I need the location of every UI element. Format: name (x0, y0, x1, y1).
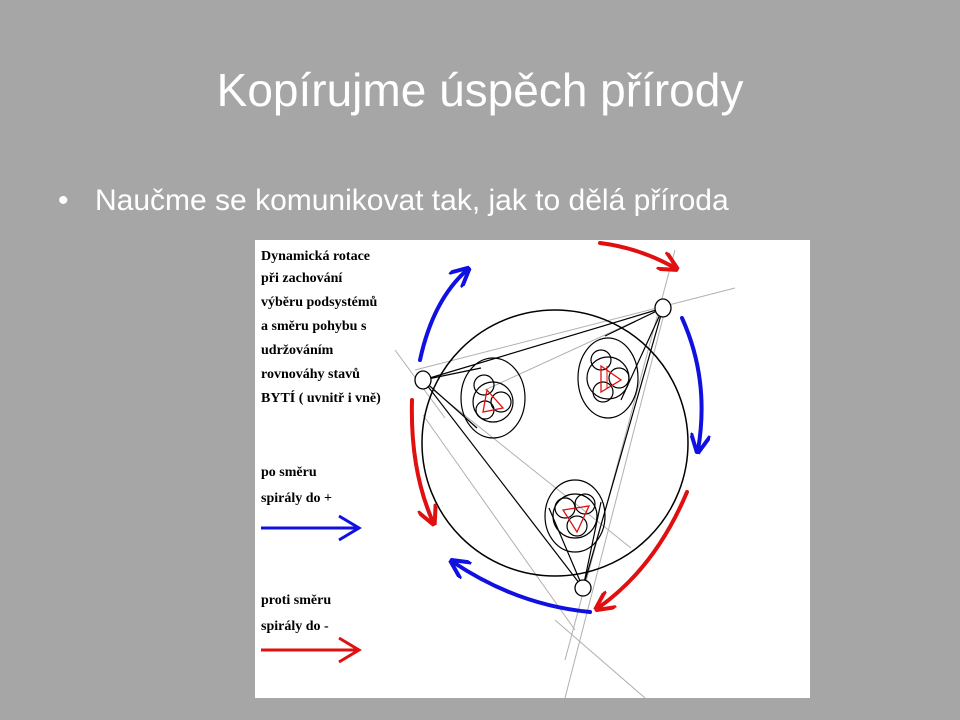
blue-arrow-right (682, 318, 702, 450)
description-line: a směru pohybu s (261, 319, 367, 334)
bullet-text: Naučme se komunikovat tak, jak to dělá příroda (95, 184, 729, 217)
description-line: udržováním (261, 343, 334, 358)
bullet-dot: • (58, 184, 69, 217)
subsystem-bottom (545, 480, 605, 552)
legend-minus-label: proti směru spirály do - (261, 593, 332, 634)
red-rotation-arrows (412, 243, 687, 608)
spiral-rotation-diagram (255, 240, 810, 698)
legend-plus-label: po směru spirály do + (261, 465, 332, 506)
subsystem-left (461, 358, 525, 438)
description-line: výběru podsystémů (261, 295, 378, 310)
diagram-canvas (255, 240, 810, 698)
diagram-description (261, 249, 381, 406)
description-line: při zachování (261, 271, 343, 286)
slide-title: Kopírujme úspěch přírody (216, 64, 744, 116)
subsystem-right (578, 338, 638, 418)
blue-arrow-top-left (420, 270, 467, 360)
description-line: BYTÍ ( uvnitř i vně) (261, 391, 381, 406)
red-arrow-bottom-right (598, 492, 687, 608)
red-arrow-top (600, 243, 675, 268)
legend-red-arrow (261, 638, 359, 662)
description-line: Dynamická rotace (261, 249, 370, 264)
red-arrow-left (412, 400, 433, 522)
legend-blue-arrow (261, 516, 359, 540)
description-line: rovnováhy stavů (261, 367, 360, 382)
